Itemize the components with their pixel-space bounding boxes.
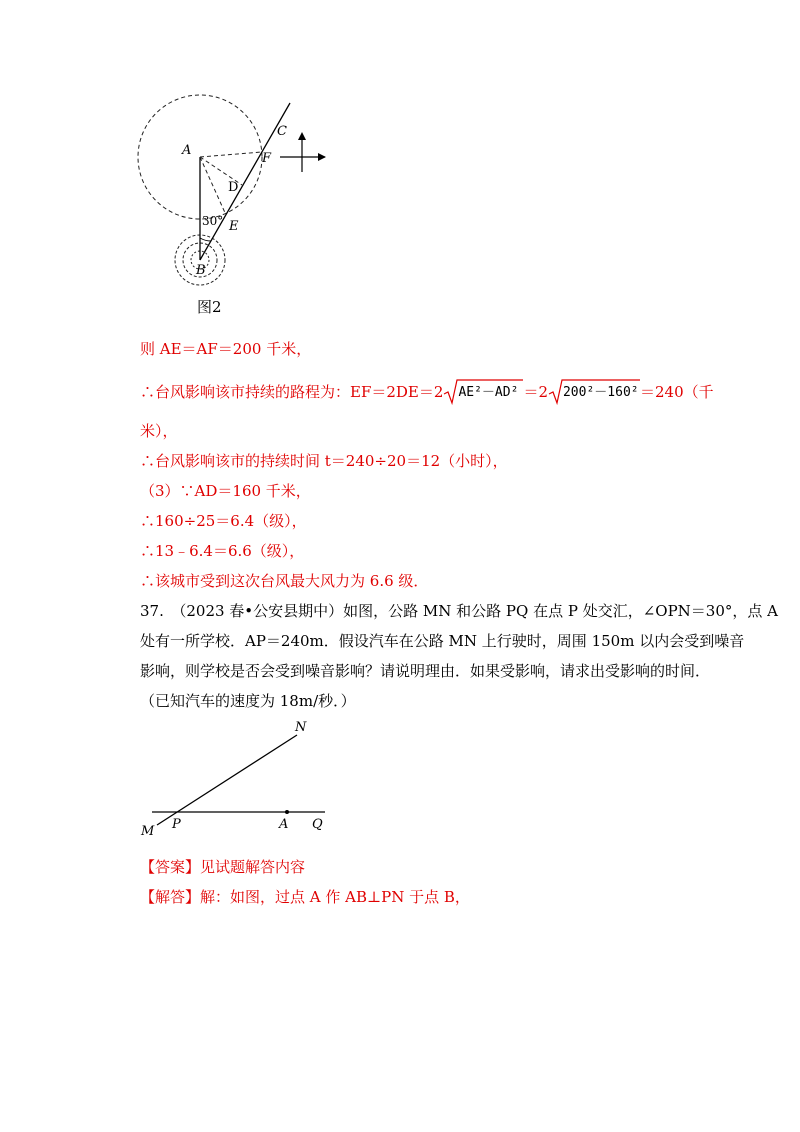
label-C: C: [277, 124, 287, 139]
arrow-up-head: [298, 132, 306, 140]
label-angle: 30°: [202, 214, 224, 228]
segment-AF: [200, 152, 262, 157]
solution-line-2-prefix: ∴台风影响该市持续的路程为：EF＝2DE＝2: [140, 383, 444, 401]
solution-line-1: 则 AE＝AF＝200 千米，: [140, 340, 312, 358]
arrow-right-head: [318, 153, 326, 161]
solution-line-2-mid: ＝2: [523, 383, 548, 401]
label-A: A: [182, 143, 192, 158]
solution-line-5: （3）∵AD＝160 千米，: [140, 482, 311, 500]
solution-line-7: ∴13﹣6.4＝6.6（级），: [140, 542, 305, 560]
label-M: M: [141, 824, 155, 839]
answer-text: 见试题解答内容: [200, 858, 306, 876]
label-N: N: [295, 720, 307, 735]
analysis-text: 解：如图，过点 A 作 AB⊥PN 于点 B，: [200, 888, 470, 906]
answer-line: [140, 856, 305, 878]
figure-2-caption: 图2: [197, 298, 222, 316]
answer-tag: 【答案】: [140, 858, 201, 876]
sqrt-expression-1: [443, 378, 523, 406]
point-A: [285, 810, 289, 814]
label-Q: Q: [312, 817, 323, 832]
question-37-line-4: （已知汽车的速度为 18m/秒．）: [140, 692, 356, 710]
figure-37-diagram: [130, 715, 340, 840]
sqrt-expression-2: [548, 378, 640, 406]
solution-line-2: [140, 378, 714, 406]
label-F: F: [262, 151, 272, 166]
question-37-line-3: 影响，则学校是否会受到噪音影响？请说明理由．如果受影响，请求出受影响的时间．: [140, 662, 711, 680]
angle-arc: [200, 238, 211, 241]
solution-line-4: ∴台风影响该市的持续时间 t＝240÷20＝12（小时），: [140, 452, 508, 470]
solution-line-3: 米），: [140, 422, 178, 440]
figure-2-diagram: [130, 90, 350, 290]
question-37-line-2: 处有一所学校．AP＝240m．假设汽车在公路 MN 上行驶时，周围 150m 以内会受到噪音: [140, 632, 745, 650]
question-37-line-1: 37. （2023 春•公安县期中）如图，公路 MN 和公路 PQ 在点 P 处交汇，∠OPN＝30°，点 A: [140, 602, 778, 620]
label-A-37: A: [279, 817, 289, 832]
label-D: D: [228, 180, 239, 195]
solution-line-6: ∴160÷25＝6.4（级），: [140, 512, 307, 530]
sqrt-1-radicand: AE²－AD²: [458, 385, 519, 400]
label-P: P: [172, 817, 181, 832]
analysis-tag: 【解答】: [140, 888, 201, 906]
sqrt-2-radicand: 200²－160²: [562, 385, 639, 400]
analysis-line: [140, 886, 470, 908]
solution-line-8: ∴该城市受到这次台风最大风力为 6.6 级．: [140, 572, 429, 590]
label-B: B: [196, 263, 206, 278]
label-E: E: [229, 219, 239, 234]
solution-line-2-suffix: ＝240（千: [639, 383, 714, 401]
